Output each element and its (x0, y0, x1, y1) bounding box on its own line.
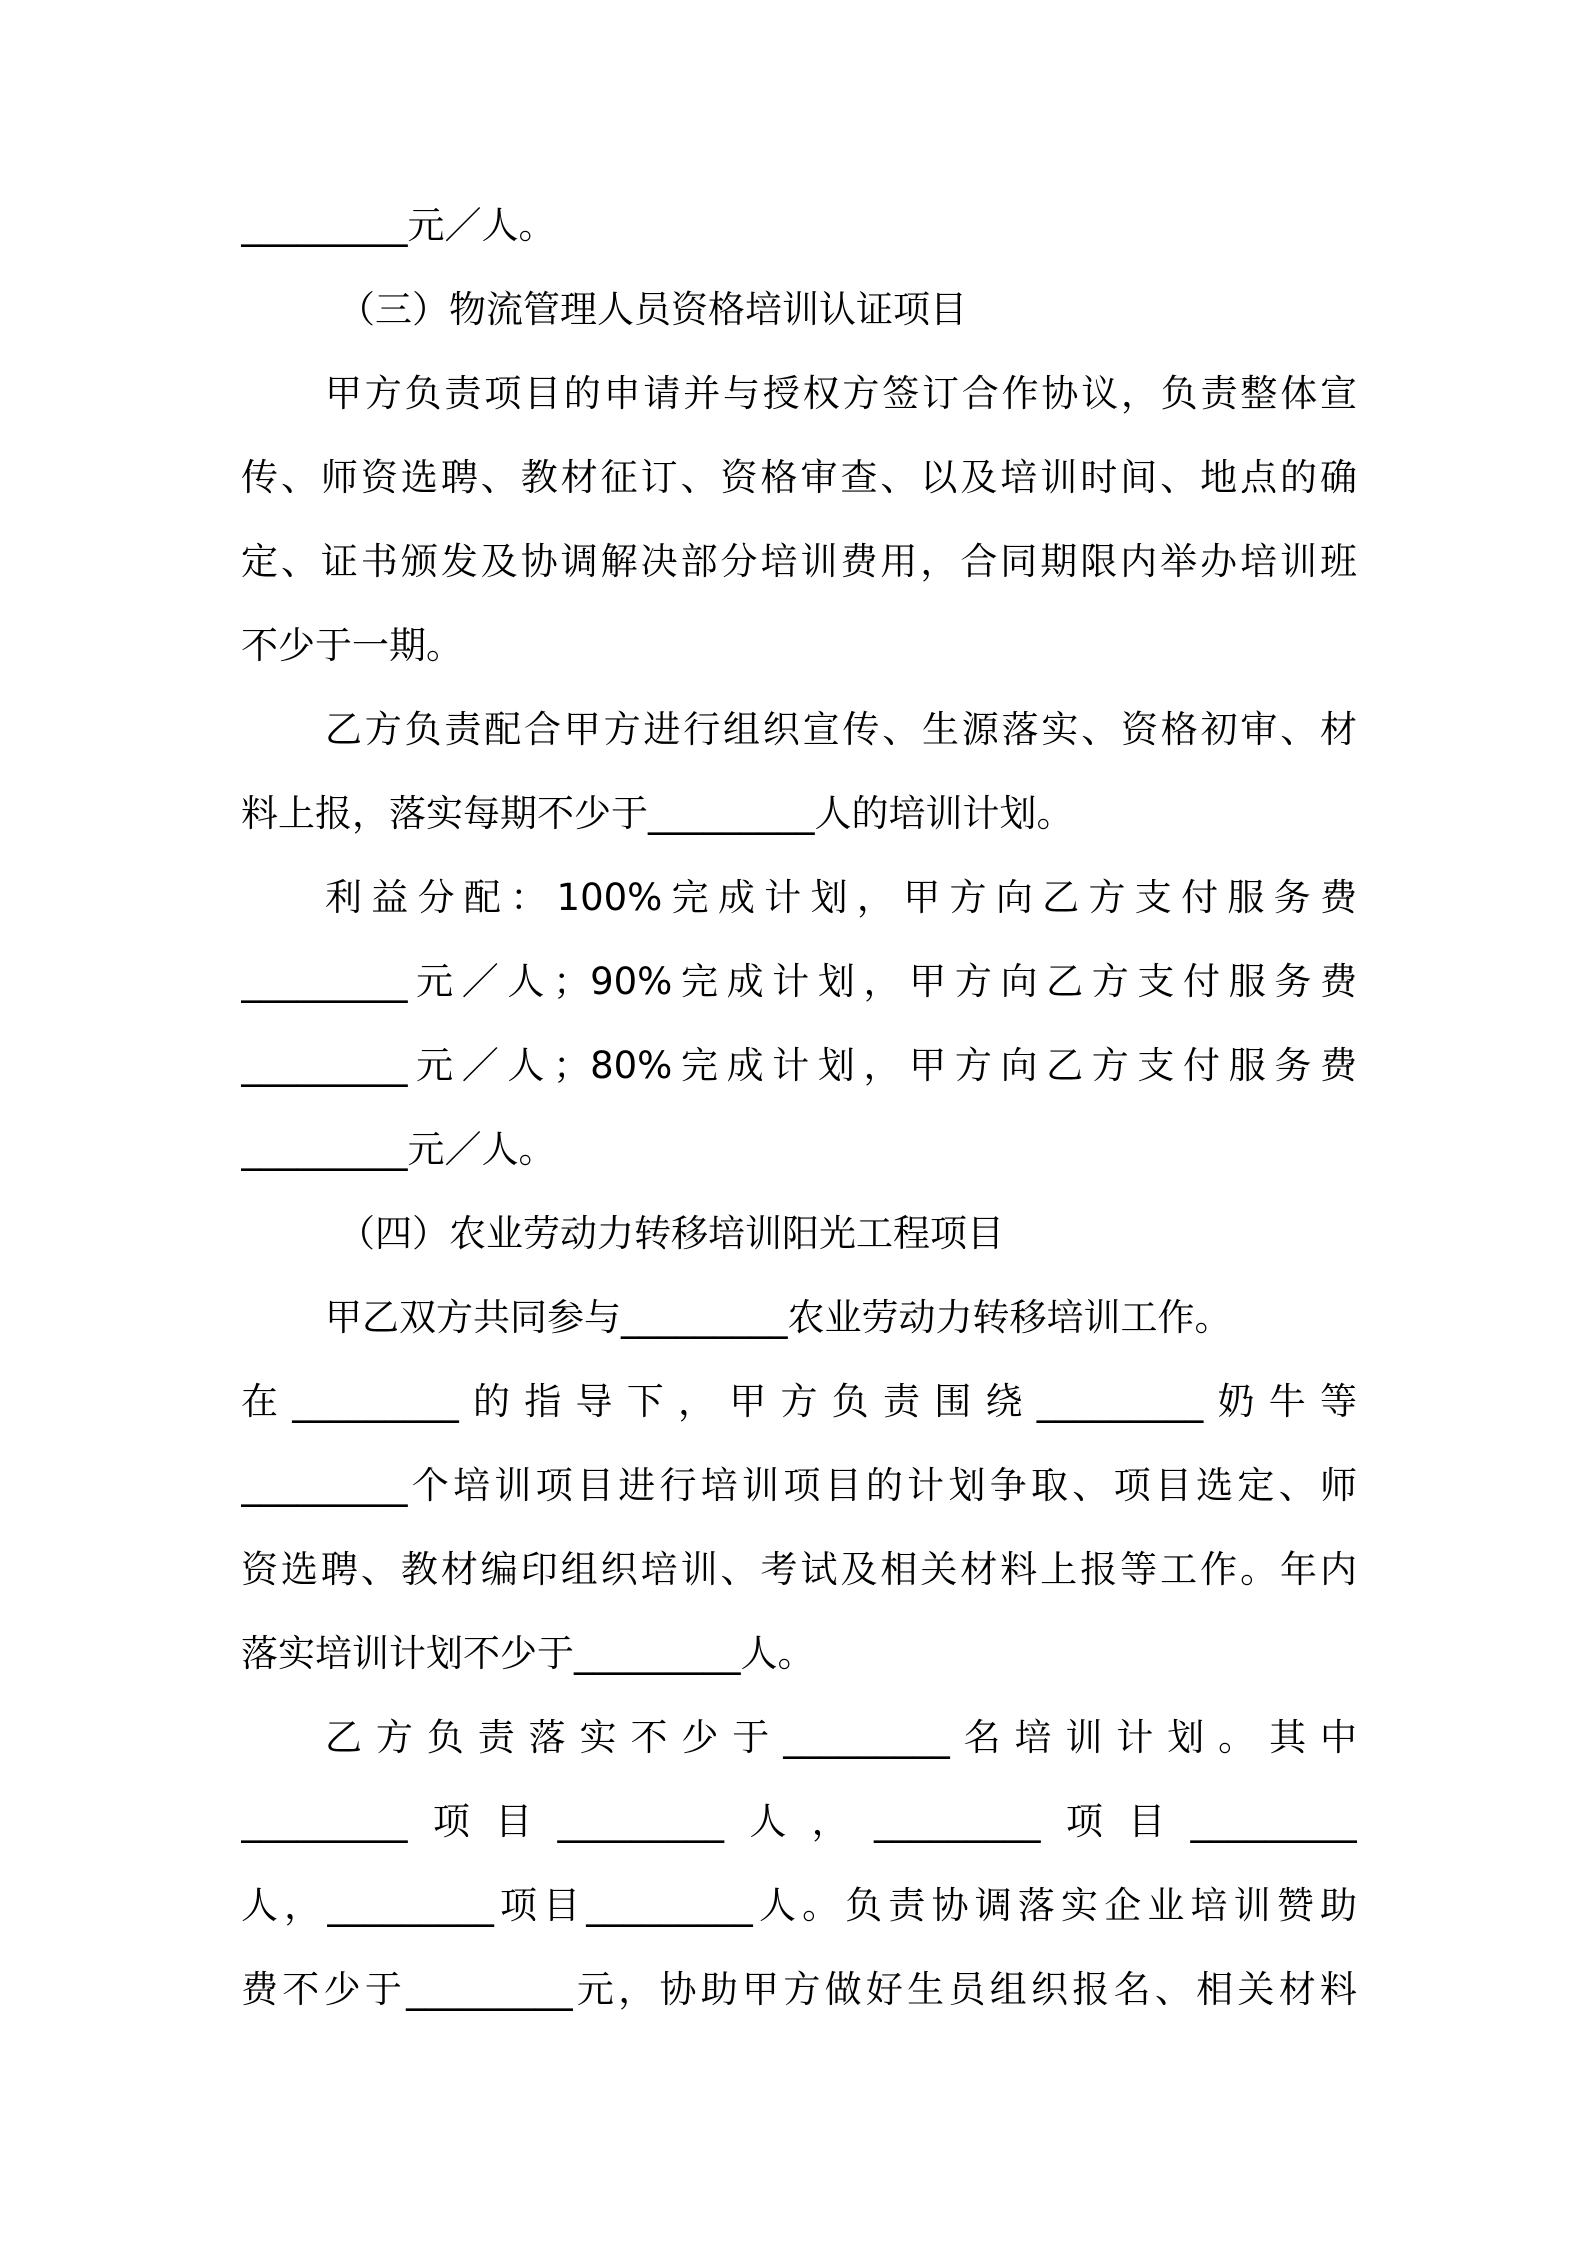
section-heading: （四）农业劳动力转移培训阳光工程项目 (338, 1212, 1004, 1255)
text-line: 人，_________项目_________人。负责协调落实企业培训赞助 (241, 1884, 1357, 1927)
text-line: 费不少于_________元，协助甲方做好生员组织报名、相关材料 (241, 1968, 1357, 2011)
text-line: 乙方负责配合甲方进行组织宣传、生源落实、资格初审、材 (325, 708, 1357, 751)
text-line: _________元／人；90%完成计划，甲方向乙方支付服务费 (241, 960, 1357, 1003)
text-line: 传、师资选聘、教材征订、资格审查、以及培训时间、地点的确 (241, 456, 1357, 499)
section-heading: （三）物流管理人员资格培训认证项目 (338, 288, 967, 331)
text-line: 在_________的指导下，甲方负责围绕_________奶牛等 (241, 1380, 1357, 1423)
text-line: 甲乙双方共同参与_________农业劳动力转移培训工作。 (325, 1296, 1232, 1339)
text-line: _________项目_________人，_________项目_________ (241, 1800, 1357, 1843)
text-line: 料上报，落实每期不少于_________人的培训计划。 (241, 792, 1074, 835)
text-line: 落实培训计划不少于_________人。 (241, 1632, 815, 1675)
text-line: 利益分配：100%完成计划，甲方向乙方支付服务费 (325, 876, 1357, 919)
text-line: 甲方负责项目的申请并与授权方签订合作协议，负责整体宣 (325, 372, 1357, 415)
text-line: 定、证书颁发及协调解决部分培训费用，合同期限内举办培训班 (241, 540, 1357, 583)
text-line: _________元／人。 (241, 1128, 556, 1171)
text-line: _________元／人。 (241, 204, 556, 247)
text-line: _________元／人；80%完成计划，甲方向乙方支付服务费 (241, 1044, 1357, 1087)
text-line: 乙方负责落实不少于_________名培训计划。其中 (325, 1716, 1357, 1759)
text-line: 不少于一期。 (241, 624, 463, 667)
text-line: 资选聘、教材编印组织培训、考试及相关材料上报等工作。年内 (241, 1548, 1357, 1591)
text-line: _________个培训项目进行培训项目的计划争取、项目选定、师 (241, 1464, 1357, 1507)
